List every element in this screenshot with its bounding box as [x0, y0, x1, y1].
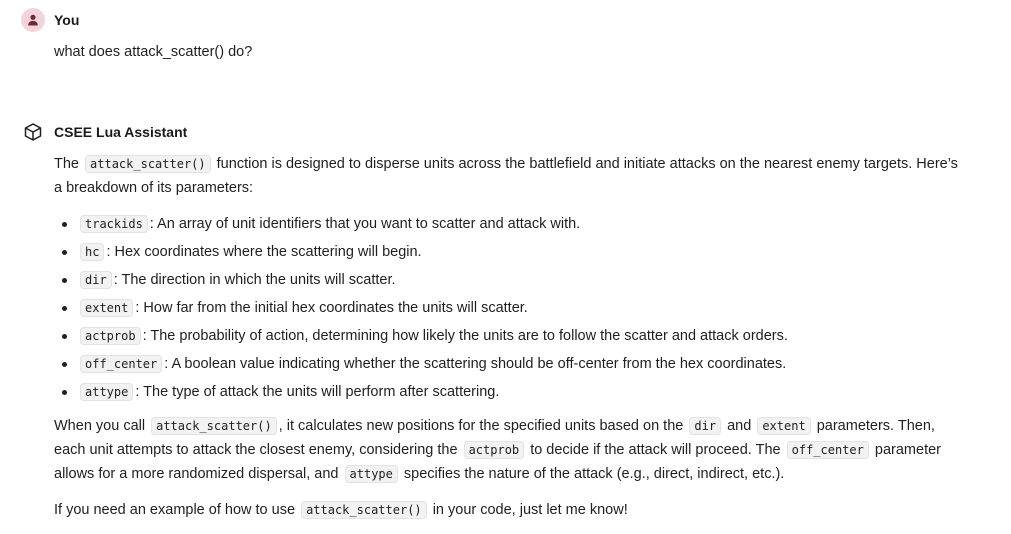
param-desc: : The direction in which the units will scatter. — [113, 272, 396, 288]
bullet-icon — [62, 278, 67, 283]
list-item — [54, 350, 959, 378]
assistant-closing-paragraph — [54, 498, 959, 522]
list-item — [54, 378, 959, 406]
list-item — [54, 210, 959, 238]
explanation-text: and — [727, 418, 752, 434]
assistant-explanation-paragraph — [54, 414, 969, 486]
explanation-text: , it calculates new positions for the specified units based on the — [278, 418, 684, 434]
explanation-text: parameters. Then, each unit attempts to attack the closest enemy, considering the — [54, 418, 935, 458]
param-desc: : The probability of action, determining how likely the units are to follow the scatter and attack orders. — [142, 328, 788, 344]
closing-code: attack_scatter() — [301, 501, 427, 519]
param-code: dir — [80, 271, 112, 289]
param-desc: : The type of attack the units will perform after scattering. — [135, 384, 500, 400]
param-code: actprob — [80, 327, 141, 345]
bullet-icon — [62, 306, 67, 311]
param-code: extent — [80, 299, 133, 317]
param-desc: : An array of unit identifiers that you want to scatter and attack with. — [149, 216, 581, 232]
list-item — [54, 238, 959, 266]
explanation-text: When you call — [54, 418, 146, 434]
param-desc: : Hex coordinates where the scattering will begin. — [106, 244, 422, 260]
parameter-list-container — [54, 210, 959, 406]
bullet-icon — [62, 250, 67, 255]
bullet-icon — [62, 222, 67, 227]
user-message-header — [21, 8, 79, 32]
param-code: attype — [80, 383, 133, 401]
list-item — [54, 322, 959, 350]
assistant-avatar — [21, 120, 45, 144]
param-desc: : How far from the initial hex coordinates the units will scatter. — [135, 300, 528, 316]
closing-text-post: in your code, just let me know! — [432, 502, 628, 518]
bullet-icon — [62, 362, 67, 367]
intro-text-pre: The — [54, 156, 79, 172]
parameter-list — [54, 210, 959, 406]
param-desc: : A boolean value indicating whether the scattering should be off-center from the hex coordinates. — [164, 356, 787, 372]
person-icon — [26, 13, 40, 27]
list-item — [54, 294, 959, 322]
param-code: hc — [80, 243, 104, 261]
explanation-text: specifies the nature of the attack (e.g., direct, indirect, etc.). — [403, 466, 785, 482]
explanation-code: dir — [689, 417, 721, 435]
bullet-icon — [62, 390, 67, 395]
user-message-text: what does attack_scatter() do? — [54, 44, 253, 60]
bullet-icon — [62, 334, 67, 339]
assistant-message-header — [21, 120, 187, 144]
closing-text-pre: If you need an example of how to use — [54, 502, 296, 518]
user-sender-name: You — [54, 12, 80, 28]
intro-code: attack_scatter() — [85, 155, 211, 173]
explanation-code: attack_scatter() — [151, 417, 277, 435]
list-item — [54, 266, 959, 294]
assistant-intro-paragraph — [54, 152, 959, 200]
cube-icon — [23, 122, 43, 142]
user-avatar — [21, 8, 45, 32]
param-code: off_center — [80, 355, 162, 373]
explanation-text: parameter allows for a more randomized dispersal, and — [54, 442, 941, 482]
explanation-text: to decide if the attack will proceed. The — [530, 442, 781, 458]
explanation-code: attype — [345, 465, 398, 483]
param-code: trackids — [80, 215, 148, 233]
explanation-code: off_center — [787, 441, 869, 459]
assistant-sender-name: CSEE Lua Assistant — [54, 124, 188, 140]
intro-text-post: function is designed to disperse units across the battlefield and initiate attacks on the nearest enemy targets. Here’s a breakdown of its parameters: — [54, 156, 958, 196]
explanation-code: actprob — [464, 441, 525, 459]
explanation-code: extent — [757, 417, 810, 435]
